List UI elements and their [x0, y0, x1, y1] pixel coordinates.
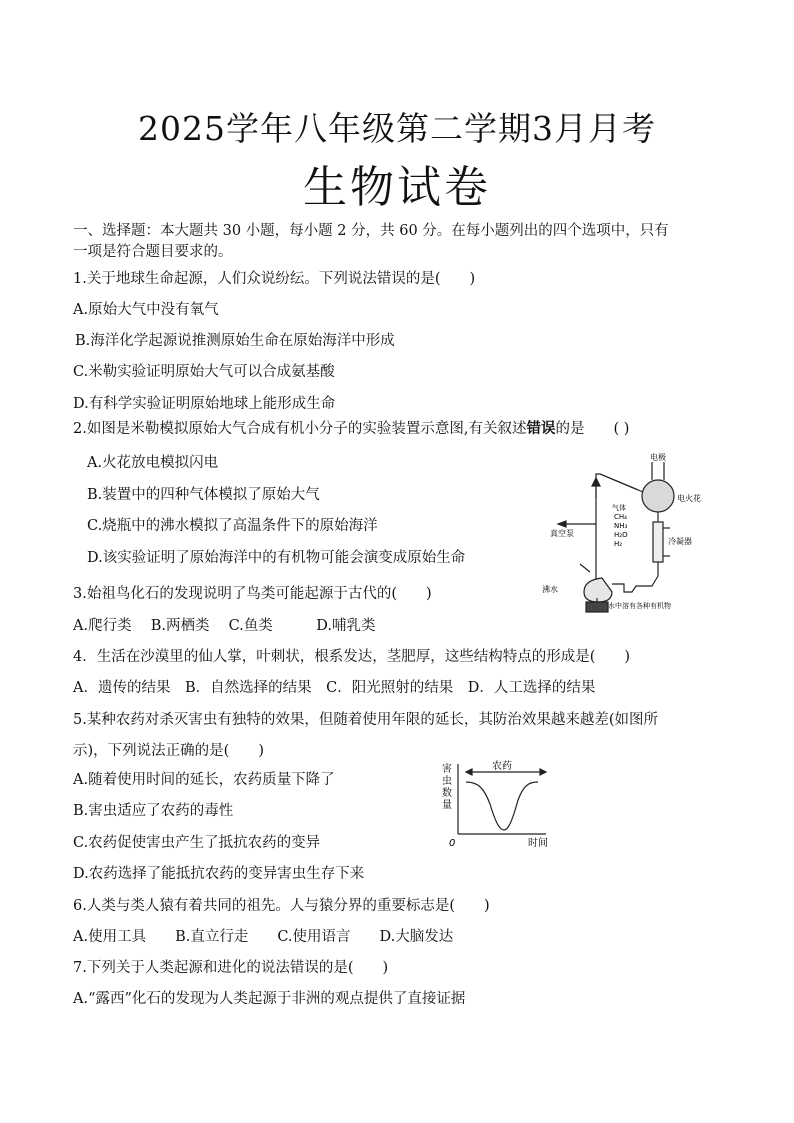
page-title: 2025学年八年级第二学期3月月考	[138, 109, 656, 148]
fig-label-condenser: 冷凝器	[668, 537, 692, 546]
graph-origin: 0	[449, 838, 456, 849]
page-subtitle: 生物试卷	[303, 162, 491, 213]
q2-option-d: D.该实验证明了原始海洋中的有机物可能会演变成原始生命	[87, 550, 466, 566]
fig-label-ch4: CH₄	[614, 513, 627, 521]
section-instruction-line2: 一项是符合题目要求的。	[73, 244, 233, 260]
q5-stem-line1: 5.某种农药对杀灭害虫有独特的效果，但随着使用年限的延长，其防治效果越来越差(如图所	[73, 712, 658, 728]
q2-option-a: A.火花放电模拟闪电	[87, 455, 219, 471]
q7-stem: 7.下列关于人类起源和进化的说法错误的是( )	[73, 960, 389, 976]
q4-stem: 4．生活在沙漠里的仙人掌，叶刺状，根系发达，茎肥厚，这些结构特点的形成是( )	[73, 649, 631, 665]
q5-option-a: A.随着使用时间的延长，农药质量下降了	[73, 772, 335, 788]
q5-option-c: C.农药促使害虫产生了抵抗农药的变异	[73, 835, 321, 851]
q2-option-b: B.装置中的四种气体模拟了原始大气	[87, 487, 320, 503]
q2-option-c: C.烧瓶中的沸水模拟了高温条件下的原始海洋	[87, 518, 378, 534]
q2-stem	[73, 420, 629, 438]
q1-option-a: A.原始大气中没有氧气	[73, 302, 219, 318]
q2-stem-pre: 2.如图是米勒模拟原始大气合成有机小分子的实验装置示意图,有关叙述	[73, 421, 527, 437]
q2-stem-post: 的是 ( )	[555, 421, 630, 437]
fig-label-pump: 真空泵	[550, 529, 574, 538]
q6-options: A.使用工具 B.直立行走 C.使用语言 D.大脑发达	[73, 929, 454, 945]
fig-label-boiling: 沸水	[542, 585, 558, 594]
miller-apparatus-figure	[540, 452, 720, 614]
q3-stem: 3.始祖鸟化石的发现说明了鸟类可能起源于古代的( )	[73, 586, 432, 602]
fig-label-gas: 气体	[612, 504, 626, 512]
pest-population-graph	[438, 760, 558, 852]
graph-ylabel-char1: 害	[442, 764, 452, 775]
q1-option-c: C.米勒实验证明原始大气可以合成氨基酸	[73, 364, 335, 380]
graph-ylabel-char3: 数	[442, 788, 452, 799]
graph-ylabel-char4: 量	[442, 800, 452, 811]
fig-label-h2: H₂	[614, 540, 623, 548]
fig-label-organics: 水中溶有各种有机物	[608, 602, 671, 610]
graph-top-label: 农药	[492, 761, 512, 772]
section-instruction-line1: 一、选择题：本大题共 30 小题，每小题 2 分，共 60 分。在每小题列出的四个选项中，只有	[73, 223, 669, 239]
fig-label-nh3: NH₃	[614, 522, 628, 530]
q4-options: A．遗传的结果 B．自然选择的结果 C．阳光照射的结果 D．人工选择的结果	[73, 680, 596, 696]
q5-option-d: D.农药选择了能抵抗农药的变异害虫生存下来	[73, 866, 365, 882]
q6-stem: 6.人类与类人猿有着共同的祖先。人与猿分界的重要标志是( )	[73, 898, 490, 914]
q1-option-d: D.有科学实验证明原始地球上能形成生命	[73, 396, 336, 412]
q5-stem-line2: 示)，下列说法正确的是( )	[73, 743, 264, 759]
graph-ylabel-char2: 虫	[442, 776, 452, 787]
fig-label-h2o: H₂O	[614, 531, 628, 539]
q1-stem: 1.关于地球生命起源，人们众说纷纭。下列说法错误的是( )	[73, 271, 476, 287]
q2-stem-emphasis: 错误	[526, 420, 556, 437]
q5-option-b: B.害虫适应了农药的毒性	[73, 803, 234, 819]
q3-options: A.爬行类 B.两栖类 C.鱼类 D.哺乳类	[73, 618, 376, 634]
graph-xlabel: 时间	[528, 838, 548, 849]
fig-label-spark: 电火花	[677, 494, 701, 503]
fig-label-electrode: 电极	[650, 453, 666, 462]
q7-option-a: A.“露西”化石的发现为人类起源于非洲的观点提供了直接证据	[73, 991, 466, 1007]
q1-option-b: B.海洋化学起源说推测原始生命在原始海洋中形成	[75, 333, 395, 349]
